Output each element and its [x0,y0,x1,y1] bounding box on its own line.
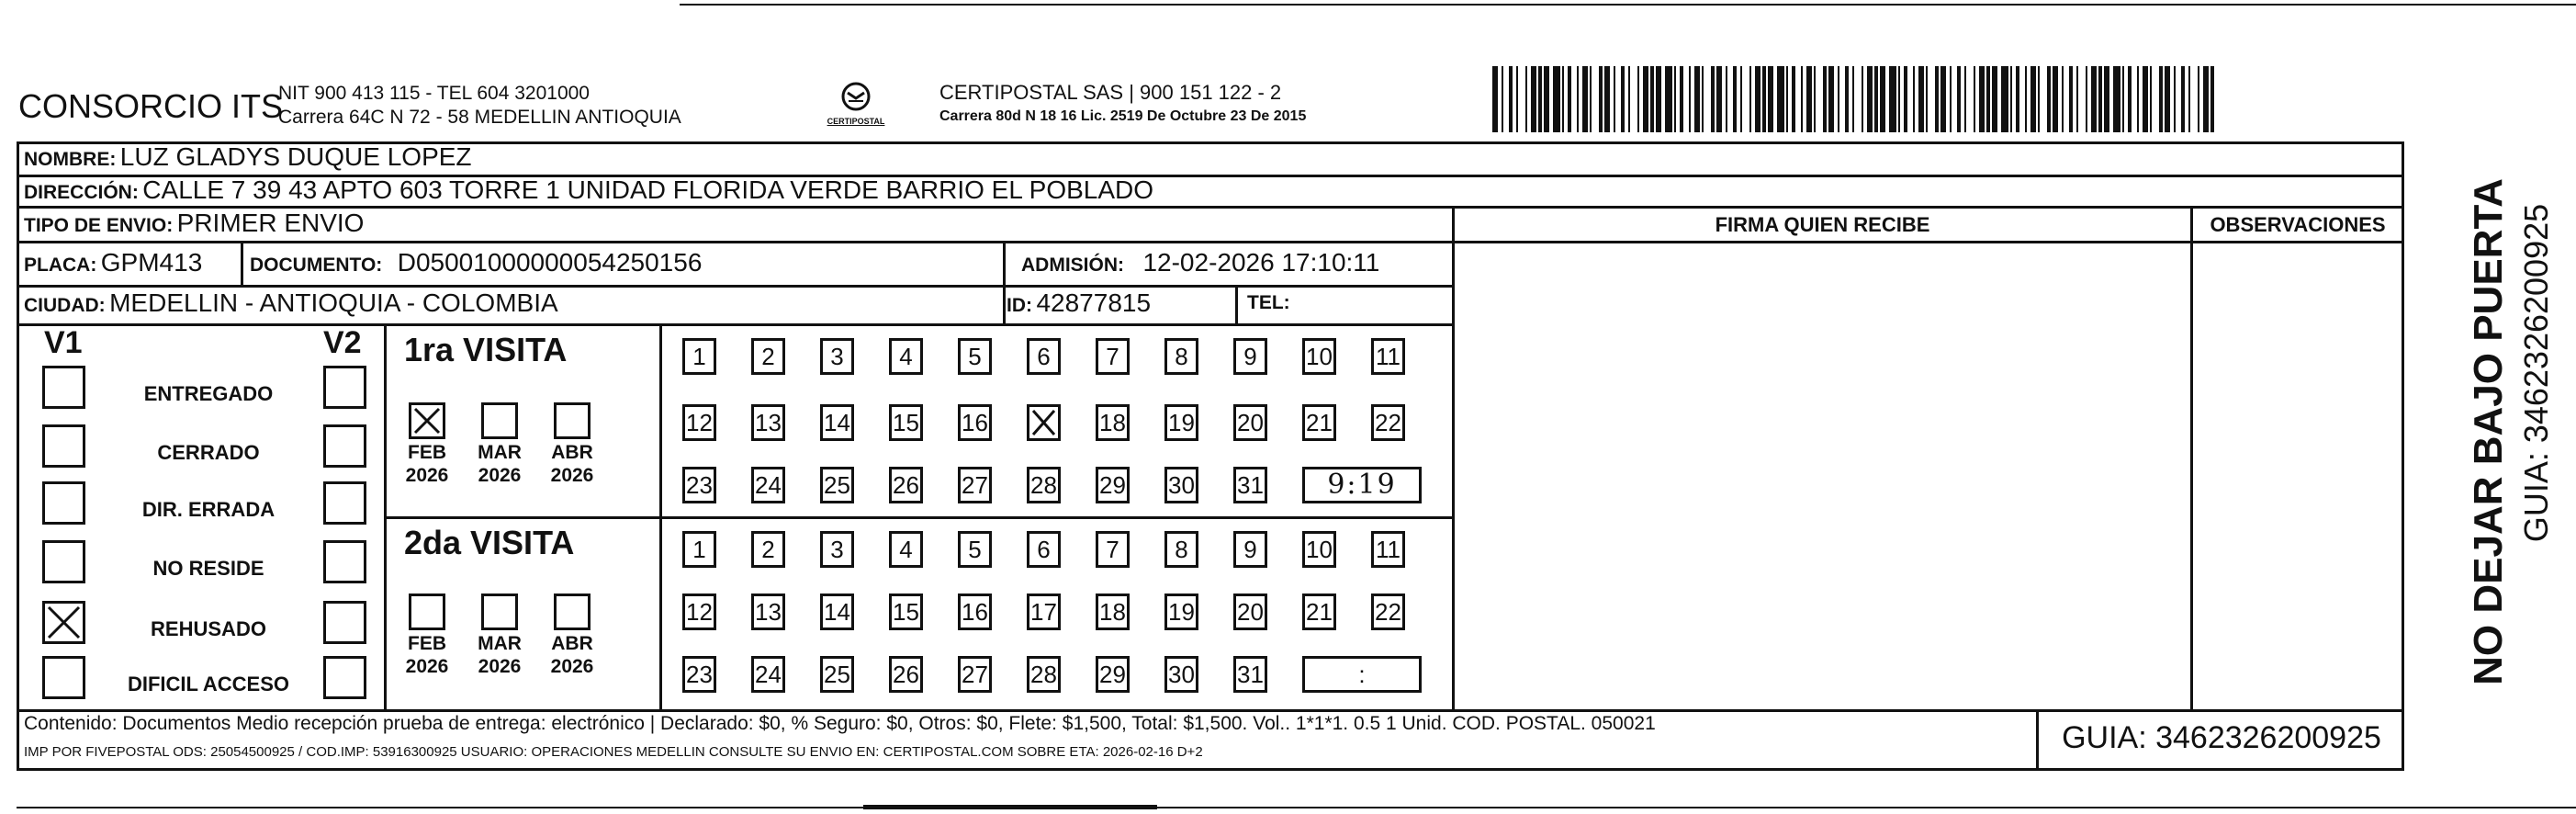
time-box[interactable]: 9:19 [1302,467,1422,503]
barcode-bar [1749,66,1751,132]
day-box[interactable]: 3 [820,531,854,568]
status-label: DIR. ERRADA [141,498,276,521]
barcode-bar [1733,66,1737,132]
v2-checkbox[interactable] [323,656,366,699]
id-label: ID: [1007,295,1032,316]
v2-checkbox[interactable] [323,424,366,468]
barcode-bar [1801,66,1803,132]
x-mark-icon [1029,407,1058,438]
day-box[interactable]: 12 [682,594,716,630]
month-label: MAR 2026 [478,633,522,677]
status-label: ENTREGADO [143,382,274,405]
v1-header: V1 [44,325,83,360]
bottom-rule-thick [863,805,1157,809]
day-box[interactable]: 22 [1371,404,1405,441]
footer-guia: GUIA: 3462326200925 [2062,720,2381,755]
day-box[interactable]: 30 [1164,656,1198,693]
direccion-value: CALLE 7 39 43 APTO 603 TORRE 1 UNIDAD FLORIDA VERDE BARRIO EL POBLADO [142,175,1154,204]
v1-checkbox[interactable] [42,424,85,468]
ciudad-row [24,288,558,318]
status-label: REHUSADO [151,617,266,640]
observaciones-label: OBSERVACIONES [2210,213,2386,236]
v2-header: V2 [323,325,362,360]
barcode-bar [1740,66,1742,132]
day-box[interactable]: 7 [1096,531,1130,568]
day-box[interactable]: 10 [1302,531,1336,568]
v1-checkbox[interactable] [42,540,85,583]
day-box[interactable]: 13 [751,404,785,441]
barcode-bar [2069,66,2073,132]
certipostal-logo [824,81,888,126]
day-box[interactable]: 29 [1096,467,1130,503]
barcode-bar [2030,66,2036,132]
barcode-bar [2104,66,2109,132]
barcode-bar [1716,66,1722,132]
day-box[interactable]: 9 [1233,338,1267,375]
barcode-bar [1621,66,1625,132]
divider-visits [384,516,1452,519]
barcode-bar [1726,66,1727,132]
direccion-label: DIRECCIÓN: [24,182,139,203]
month-checkbox[interactable] [554,402,591,439]
nombre-row [24,142,472,172]
barcode-bar [2137,66,2139,132]
day-box[interactable]: 29 [1096,656,1130,693]
day-box[interactable]: 6 [1027,338,1061,375]
barcode [1492,66,2218,132]
barcode-bar [2010,66,2012,132]
barcode-bar [2062,66,2064,132]
second-visit-title: 2da VISITA [404,524,575,561]
barcode-bar [2086,66,2087,132]
barcode-bar [1577,66,1579,132]
v2-checkbox[interactable] [323,481,366,525]
barcode-bar [1874,66,1878,132]
status-label: CERRADO [157,441,260,464]
month-checkbox[interactable] [554,594,591,630]
divider-firma [1452,206,1455,709]
barcode-bar [1755,66,1760,132]
day-box[interactable]: 24 [751,467,785,503]
day-box[interactable]: 14 [820,404,854,441]
v1-checkbox[interactable] [42,656,85,699]
admision-label: ADMISIÓN: [1021,254,1124,276]
barcode-bar [1974,66,1975,132]
nombre-label: NOMBRE: [24,149,117,170]
carrier-address: Carrera 80d N 18 16 Lic. 2519 De Octubre 23 De 2015 [939,108,1307,124]
barcode-bar [1935,66,1939,132]
barcode-bar [1674,66,1676,132]
bottom-rule [17,807,2576,808]
v1-checkbox[interactable] [42,481,85,525]
barcode-bar [1838,66,1839,132]
footer-contenido: Contenido: Documentos Medio recepción prueba de entrega: electrónico | Declarado: $0, % Seguro: $0, Otros: $0, Flete: $1,500, Total: $1,500. Vol.. 1*1*1. 0.5 1 Unid. COD. POSTAL. 050021 [24,713,1656,734]
month-checkbox[interactable] [481,594,518,630]
month-checkbox[interactable] [409,402,445,439]
day-box[interactable]: 24 [751,656,785,693]
status-label: DIFICIL ACCESO [127,673,289,695]
barcode-bar [1992,66,1997,132]
day-box[interactable]: 22 [1371,594,1405,630]
day-box[interactable]: 12 [682,404,716,441]
day-box[interactable]: 4 [889,531,923,568]
day-box[interactable]: 7 [1096,338,1130,375]
barcode-bar [1940,66,1946,132]
barcode-bar [1656,66,1661,132]
id-row [1007,288,1151,318]
barcode-bar [1525,66,1527,132]
day-box[interactable]: 15 [889,594,923,630]
day-box[interactable]: 9 [1233,531,1267,568]
barcode-bar [1904,66,1907,132]
day-box[interactable]: 30 [1164,467,1198,503]
nombre-value: LUZ GLADYS DUQUE LOPEZ [119,142,472,171]
top-rule [680,4,2576,6]
barcode-bar [2038,66,2040,132]
barcode-bar [1604,66,1610,132]
day-box[interactable]: 5 [958,338,992,375]
barcode-bar [2159,66,2163,132]
barcode-bar [2128,66,2132,132]
firma-label: FIRMA QUIEN RECIBE [1715,213,1930,236]
barcode-bar [1562,66,1564,132]
barcode-bar [1568,66,1571,132]
barcode-bar [2174,66,2176,132]
side-guia: GUIA: 3462326200925 [2517,203,2555,543]
barcode-bar [2150,66,2152,132]
month-label: ABR 2026 [550,442,594,486]
placa-row [24,248,202,277]
barcode-bar [1814,66,1816,132]
barcode-bar [1762,66,1766,132]
tel-row [1247,292,1290,314]
barcode-bar [1926,66,1928,132]
footer-imp: IMP POR FIVEPOSTAL ODS: 25054500925 / COD.IMP: 53916300925 USUARIO: OPERACIONES MEDELLIN CONSULTE SU ENVIO EN: CERTIPOSTAL.COM SOBRE ETA: 2026-02-16 D+2 [24,744,1203,760]
barcode-bar [1509,66,1513,132]
tipo-row [24,209,364,238]
envelope-logo-icon [840,81,872,112]
day-box[interactable]: 2 [751,338,785,375]
barcode-bar [1582,66,1588,132]
barcode-bar [1544,66,1549,132]
day-box[interactable]: 2 [751,531,785,568]
documento-row [250,248,702,277]
barcode-bar [1828,66,1834,132]
barcode-bar [1531,66,1536,132]
barcode-bar [1950,66,1952,132]
row-line-footer [17,709,2404,712]
barcode-bar [2188,66,2190,132]
barcode-bar [1852,66,1854,132]
barcode-bar [1786,66,1788,132]
day-box[interactable]: 11 [1371,531,1405,568]
day-box[interactable]: 13 [751,594,785,630]
row-line-4 [17,285,1455,288]
barcode-bar [2047,66,2051,132]
barcode-bar [1711,66,1715,132]
barcode-bar [2025,66,2027,132]
month-checkbox[interactable] [409,594,445,630]
barcode-bar [2143,66,2148,132]
barcode-bar [1590,66,1592,132]
barcode-bar [1516,66,1518,132]
barcode-bar [1792,66,1795,132]
barcode-bar [1702,66,1704,132]
day-box[interactable]: 25 [820,656,854,693]
barcode-bar [1628,66,1630,132]
day-box[interactable]: 21 [1302,404,1336,441]
barcode-bar [1650,66,1654,132]
month-label: FEB 2026 [405,633,449,677]
barcode-bar [1538,66,1542,132]
day-box[interactable]: 26 [889,467,923,503]
barcode-bar [1964,66,1966,132]
month-label: MAR 2026 [478,442,522,486]
day-box[interactable]: 25 [820,467,854,503]
barcode-bar [1637,66,1639,132]
tipo-value: PRIMER ENVIO [176,209,365,237]
direccion-row [24,175,1153,205]
day-box[interactable]: 19 [1164,404,1198,441]
row-line-5 [17,323,1455,326]
time-box[interactable]: : [1302,656,1422,693]
barcode-bar [1614,66,1615,132]
divider-obs [2190,206,2193,709]
day-box[interactable]: 19 [1164,594,1198,630]
barcode-bar [1689,66,1691,132]
company-nit: NIT 900 413 115 - TEL 604 3201000 [278,83,590,104]
day-box[interactable]: 27 [958,656,992,693]
barcode-bar [1845,66,1849,132]
logo-text: CERTIPOSTAL [827,117,885,126]
v2-checkbox[interactable] [323,366,366,409]
day-box[interactable]: 6 [1027,531,1061,568]
x-mark-icon [45,604,83,641]
id-value: 42877815 [1036,288,1152,317]
month-checkbox[interactable] [481,402,518,439]
barcode-bar [1680,66,1683,132]
carrier-name: CERTIPOSTAL SAS | 900 151 122 - 2 [939,81,1282,104]
company-name: CONSORCIO ITS [18,87,284,125]
barcode-bar [1553,66,1560,132]
barcode-bar [1665,66,1672,132]
row-line-2 [17,206,2404,209]
barcode-bar [1986,66,1990,132]
barcode-bar [1643,66,1648,132]
barcode-bar [1823,66,1827,132]
v1-checkbox[interactable] [42,366,85,409]
day-box[interactable]: 21 [1302,594,1336,630]
v2-checkbox[interactable] [323,601,366,644]
barcode-bar [1913,66,1915,132]
company-address: Carrera 64C N 72 - 58 MEDELLIN ANTIOQUIA [278,107,681,128]
day-box[interactable]: 14 [820,594,854,630]
day-box[interactable]: 27 [958,467,992,503]
day-box[interactable]: 1 [682,531,716,568]
barcode-bar [2091,66,2097,132]
day-box[interactable]: 28 [1027,656,1061,693]
barcode-bar [1918,66,1924,132]
barcode-bar [2181,66,2185,132]
barcode-bar [2122,66,2124,132]
day-box[interactable]: 5 [958,531,992,568]
placa-label: PLACA: [24,254,97,276]
day-box[interactable]: 17 [1027,594,1061,630]
day-box[interactable]: 3 [820,338,854,375]
day-box[interactable]: 28 [1027,467,1061,503]
barcode-bar [1880,66,1885,132]
day-box[interactable]: 23 [682,467,716,503]
day-box[interactable]: 8 [1164,531,1198,568]
barcode-bar [1599,66,1603,132]
barcode-bar [1867,66,1873,132]
divider-placa [241,241,243,285]
barcode-bar [1777,66,1784,132]
divider-admision [1003,241,1006,323]
admision-value: 12-02-2026 17:10:11 [1142,248,1380,277]
barcode-bar [2210,66,2214,132]
day-box[interactable]: 20 [1233,404,1267,441]
day-box[interactable]: 8 [1164,338,1198,375]
day-box[interactable]: 16 [958,404,992,441]
barcode-bar [1957,66,1961,132]
barcode-bar [1862,66,1863,132]
admision-row [1021,248,1379,277]
barcode-bar [2016,66,2019,132]
barcode-bar [1502,66,1503,132]
day-box[interactable]: 10 [1302,338,1336,375]
v2-checkbox[interactable] [323,540,366,583]
month-label: FEB 2026 [405,442,449,486]
barcode-bar [1806,66,1812,132]
barcode-bar [2001,66,2008,132]
day-box[interactable]: 11 [1371,338,1405,375]
day-box[interactable]: 4 [889,338,923,375]
month-label: ABR 2026 [550,633,594,677]
barcode-bar [2098,66,2102,132]
x-mark-icon [411,405,443,436]
day-box[interactable]: 15 [889,404,923,441]
barcode-bar [1694,66,1700,132]
barcode-bar [2076,66,2078,132]
tel-label: TEL: [1247,292,1290,313]
divider-tel [1235,285,1238,323]
day-box[interactable]: 18 [1096,404,1130,441]
day-box[interactable] [1027,404,1061,441]
barcode-bar [2113,66,2120,132]
barcode-bar [2198,66,2199,132]
day-box[interactable]: 16 [958,594,992,630]
day-box[interactable]: 31 [1233,467,1267,503]
day-box[interactable]: 26 [889,656,923,693]
documento-label: DOCUMENTO: [250,254,383,276]
day-box[interactable]: 1 [682,338,716,375]
barcode-bar [1898,66,1900,132]
day-box[interactable]: 20 [1233,594,1267,630]
barcode-bar [2203,66,2209,132]
line-under-headers [1452,241,2404,243]
barcode-bar [2165,66,2170,132]
ciudad-label: CIUDAD: [24,295,106,316]
first-visit-title: 1ra VISITA [404,331,568,368]
barcode-bar [1889,66,1896,132]
barcode-bar [1492,66,1498,132]
placa-value: GPM413 [100,248,203,277]
side-warning: NO DEJAR BAJO PUERTA [2466,178,2511,685]
v1-checkbox[interactable] [42,601,85,644]
day-box[interactable]: 18 [1096,594,1130,630]
day-box[interactable]: 31 [1233,656,1267,693]
barcode-bar [1979,66,1985,132]
day-box[interactable]: 23 [682,656,716,693]
tipo-label: TIPO DE ENVIO: [24,215,174,236]
status-label: NO RESIDE [152,557,264,580]
documento-value: D05001000000054250156 [397,248,703,277]
barcode-bar [1768,66,1773,132]
barcode-bar [2053,66,2058,132]
divider-guia [2036,709,2039,771]
ciudad-value: MEDELLIN - ANTIOQUIA - COLOMBIA [109,288,558,317]
